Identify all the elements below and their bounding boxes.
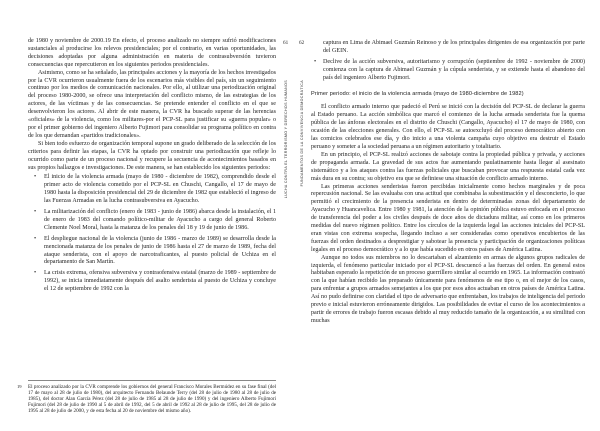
paragraph: Asimismo, como se ha señalado, las principales acciones y la mayoría de los hechos investigados por la CVR ocurrieron usualmente fuera de los escenarios más visibles del país, sin un seguimiento continuo por los medios de comunicación nacionales. Por ello, al utilizar una periodización original del proceso 1980-2000, se ofrece una interpretación del conflicto mismo, de las estrategias de los actores, de las víctimas y de las consecuencias. Se pretende entender el conflicto en el que se desenvolvieron los actores. Al abrir de este manera, la CVR ha buscado superar de las herencias «oficiales» de la violencia, como los militares-por el PCP-SL para justificar su «guerra popular» o por el primer gobierno del ingeniero Alberto Fujimori para consolidar su programa político en contra de los que demandan «partidos tradicionales». <box>28 69 276 139</box>
footnote-text: El proceso analizado por la CVR comprende los gobiernos del general Francisco Morales Bermúdez en su fase final (del 17 de mayo al 28 de julio de 1980), del arquitecto Fernando Belaunde Terry (del 28 de julio de 1980 al 28 de julio de 1985), del doctor Alan García Pérez (del 28 de julio de 1985 al 28 de julio de 1990) y del ingeniero Alberto Fujimori Fujimori (del 28 de julio de 1990 al 5 de abril de 1992, del 5 de abril de 1992 al 28 de julio de 1995, del 28 de julio de 1995 al 28 de julio de 2000, y de esta fecha al 20 de noviembre del mismo año). <box>28 384 276 415</box>
list-item: • La militarización del conflicto (enero de 1983 - junio de 1986) abarca desde la instalación, el 1 de enero de 1983 del comando político-militar de Ayacucho a cargo del general Roberto Clemente Noel Moral, hasta la matanza de los penales del 18 y 19 de junio de 1986. <box>28 209 276 233</box>
paragraph: Aunque no todos sus miembros no lo descartaban el alzamiento en armas de algunos grupos radicales de izquierda, el fenómeno particular iniciado por el PCP-SL descuencó a las fuerzas del orden. En general estos habitaban esperado la repetición de un proceso guerrillero similar al ocurrido en 1965. La información contrastó con la que habían recibido las preparado únicamente para fenómenos de ese tipo o, en el mejor de los casos, para enfrentar a grupos armados semejantes a los que por esos años actuaban en otros países de América Latina. Así no pudo definirse con claridad el tipo de adversario que enfrentaban, los trabajos de inteligencia del periodo previo e inicial estuvieron erróneamente dirigidos. Las posibilidades de evitar el curso de los acontecimientos a partir de errores de trabajo fueron escasas debido al muy reducido tamaño de la organización, a su similitud con muchas <box>311 254 585 324</box>
running-head: FUNDAMENTOS DE LA CONVIVENCIA DEMOCRÁTICA <box>300 80 304 187</box>
section-heading: Primer periodo: el inicio de la violencia armada (mayo de 1980-diciembre de 1982) <box>311 90 524 97</box>
right-page <box>311 0 600 431</box>
right-gutter <box>299 40 309 270</box>
list-item: • El despliegue nacional de la violencia (junio de 1986 - marzo de 1989) se desarrolla desde la mencionada matanza de los penales de junio de 1986 hasta el 27 de marzo de 1989, fecha del ataque senderista, con el apoyo de narcotraficantes, al puesto policial de Uchiza en el departamento de San Martín. <box>28 236 276 268</box>
period-list <box>311 40 585 83</box>
left-page-body <box>28 38 276 297</box>
right-page-body <box>311 38 585 326</box>
footnote <box>17 380 276 415</box>
paragraph: Si bien todo esfuerzo de organización temporal supone un grado deliberado de la selección de los criterios para definir las etapas, la CVR ha optado por construir una periodización que refleje lo ocurrido como parte de un proceso nacional y recupere la secuencia de acontecimientos basados en sus propios hallazgos e investigaciones. De este manera, se han establecido los siguientes periodos: <box>28 140 276 171</box>
list-item: • El inicio de la violencia armada (mayo de 1980 - diciembre de 1982), comprendido desde el primer acto de violencia cometido por el PCP-SL en Chuschi, Cangallo, el 17 de mayo de 1980 hasta la disposición presidencial del 29 de diciembre de 1982 que estableció el ingreso de las Fuerzas Armadas en la lucha contrasubversiva en Ayacucho. <box>28 174 276 206</box>
page-number: 61 <box>283 40 289 46</box>
paragraph: En un principio, el PCP-SL realizó acciones de sabotaje contra la propiedad pública y privada, y acciones de propaganda armada. La gravedad de sus actos fue aumentando paulatinamente hasta llegar al asesinato sistemático y a los ataques contra las fuerzas policiales que buscaban provocar una respuesta estatal cada vez más dura en su contra; su objetivo era que se definiese una situación de conflicto armado interno. <box>311 151 585 182</box>
list-item-continuation: captura en Lima de Abimael Guzmán Reinoso y de los principales dirigentes de esa organización por parte del GEIN. <box>323 40 585 54</box>
paragraph: de 1980 y noviembre de 2000.19 En efecto, el proceso analizado no siempre sufrió modificaciones sustanciales al producirse los relevos presidenciales; por el contrario, en varias oportunidades, las decisiones adoptadas por alguna administración en materia de contrasubversión tuvieron consecuencias que repercutieron en los siguientes periodos presidenciales. <box>28 38 276 68</box>
footnote-marker: 19 <box>17 384 22 389</box>
running-head: LUCHA CONTRA EL TERRORISMO Y DERECHOS HUMANOS <box>284 80 288 199</box>
paragraph: Las primeras acciones senderistas fueron percibidas inicialmente como hechos marginales y de poca repercusión nacional. Se las evaluaba con una actitud que combinaba la subestimación y el desconcierto, lo que permitió el crecimiento de la presencia senderista en dentro de determinadas zonas del departamento de Ayacucho y Huancavelica. Entre 1980 y 1981, la atención de la opinión pública estuvo enfocada en el proceso de transferencia del poder a los civiles después de doce años de dictadura militar, así como en los primeros medidas del nuevo régimen político. Entre los círculos de la izquierda legal las acciones iniciales del PCP-SL eran vistas con extrema sospecha, llegando incluso a ser consideradas como operativos encubiertos de las fuerzas del orden destinados a desprestigiar y sabotear la presencia y participación de organizaciones políticas legales en el proceso democrático y a lo que había sucedido en otros países de América Latina. <box>311 183 585 253</box>
left-page <box>0 0 280 431</box>
list-item: • La crisis extrema, ofensiva subversiva y contraofensiva estatal (marzo de 1989 - septiembre de 1992), se inicia inmediatamente después del asalto senderista al puesto de Uchiza y concluye el 12 de septiembre de 1992 con la <box>28 270 276 294</box>
period-list <box>28 174 276 294</box>
left-gutter <box>283 40 293 270</box>
page-number: 62 <box>299 40 305 46</box>
paragraph: El conflicto armado interno que padeció el Perú se inició con la decisión del PCP-SL de declarar la guerra al Estado peruano. La acción simbólica que marcó el comienzo de la lucha armada senderista fue la quema pública de las ánforas electorales en el distrito de Chuschi (Cangallo, Ayacucho) el 17 de mayo de 1980, con ocasión de las elecciones generales. Con ello, el PCP-SL se autoexcluyó del proceso democrático abierto con las comicios celebrados ese día, y dio inicio a una violenta campaña cuyo objetivo era destruir el Estado peruano y someter a la sociedad peruana a un régimen autoritario y totalitario. <box>311 104 585 150</box>
list-item: • Declive de la acción subversiva, autoritarismo y corrupción (septiembre de 1992 - noviembre de 2000) comienza con la captura de Abimael Guzmán y la cúpula senderista, y se extiende hasta el abandono del país del ingeniero Alberto Fujimori. <box>311 59 585 83</box>
